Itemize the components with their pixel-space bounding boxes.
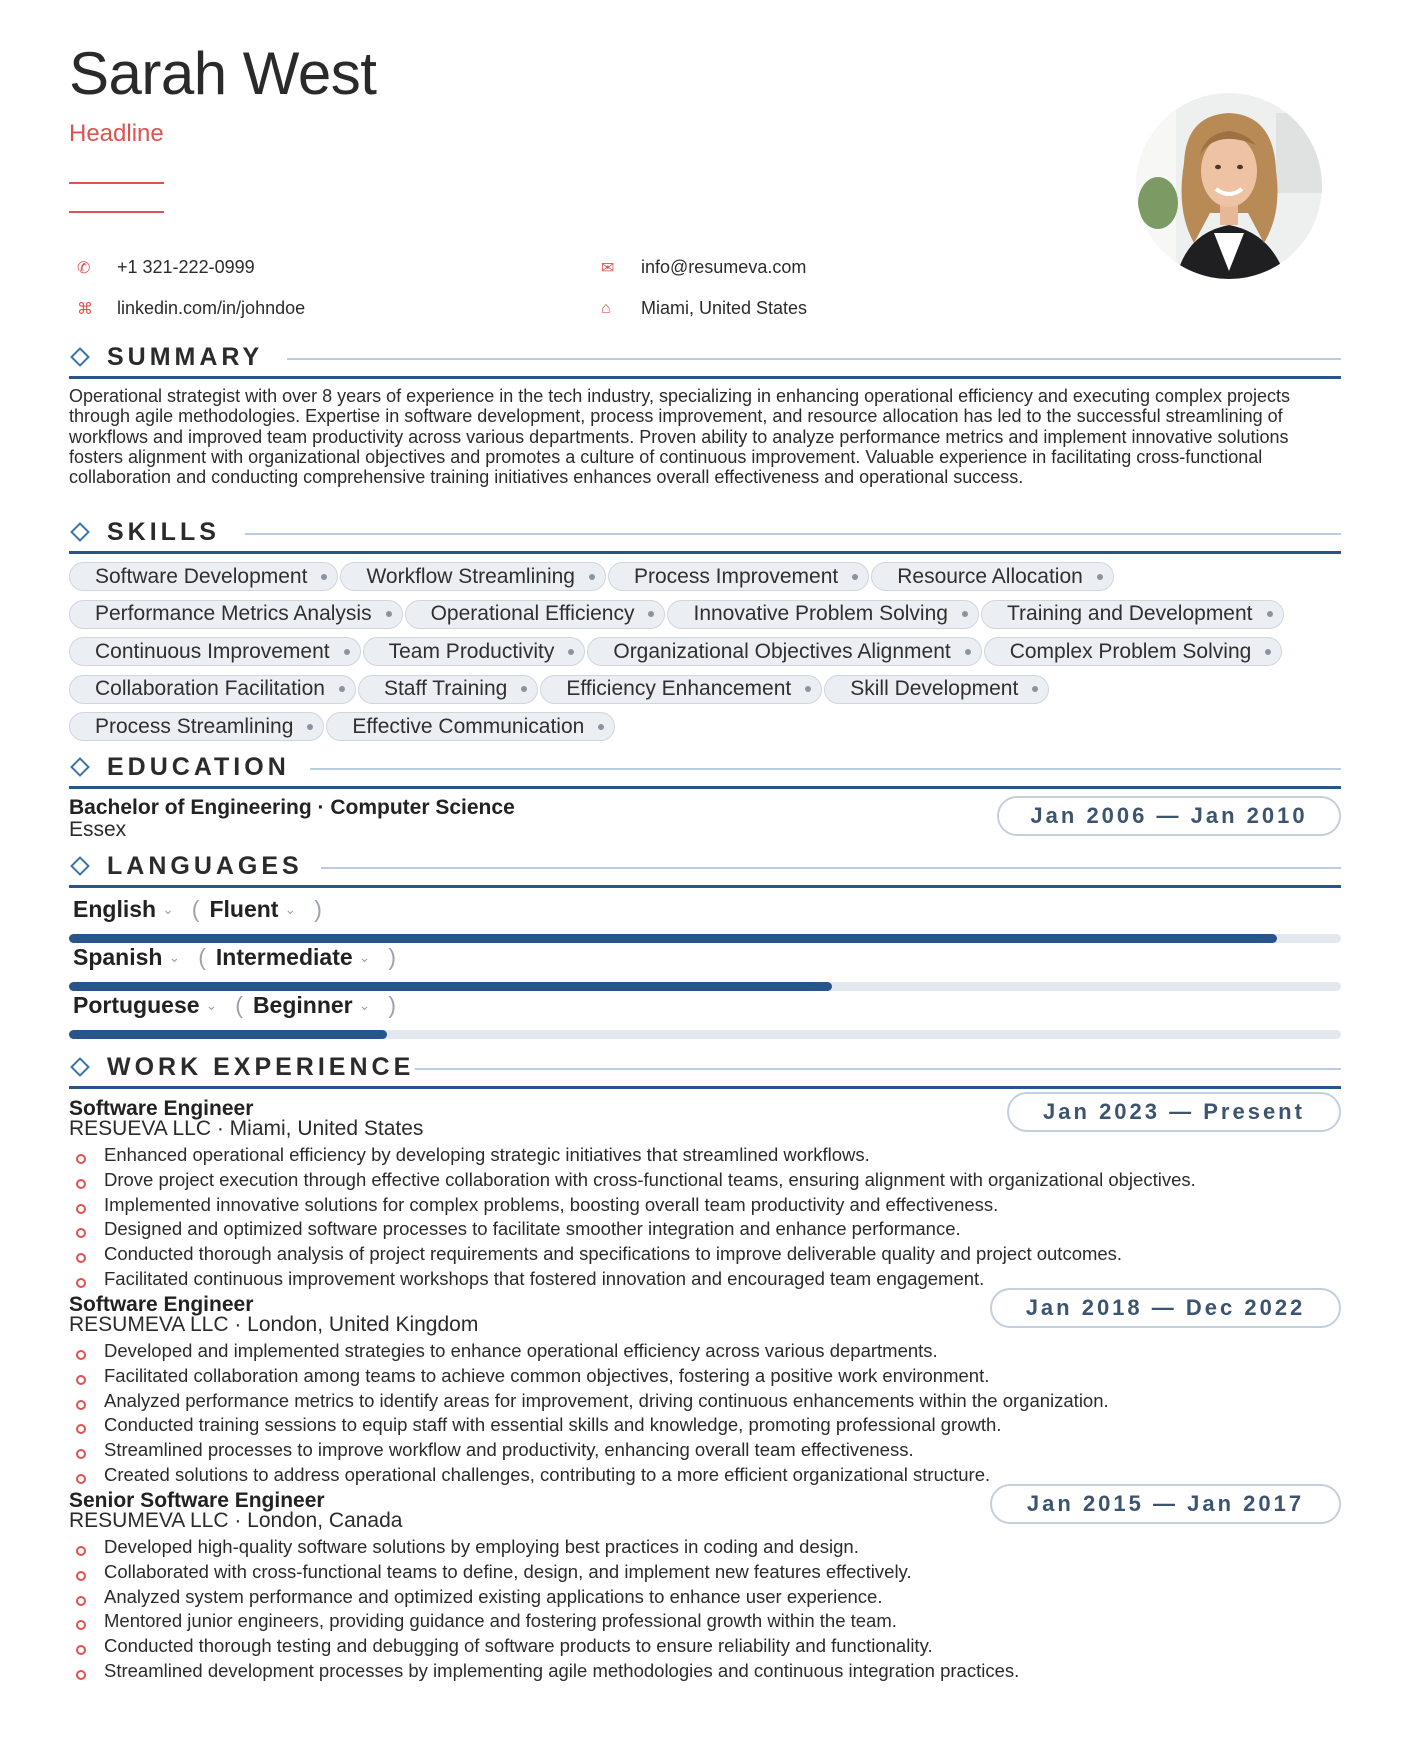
education-degree: Bachelor of Engineering · Computer Science — [69, 796, 515, 819]
job-bullet: Created solutions to address operational challenges, contributing to a more efficient organizational structure. — [69, 1463, 1341, 1488]
skills-list — [69, 562, 1341, 750]
skill-chip[interactable] — [326, 712, 615, 741]
job-bullet: Conducted thorough analysis of project requirements and specifications to improve deliverable quality and project outcomes. — [69, 1242, 1341, 1267]
skill-label: Software Development — [95, 564, 308, 588]
paren-open: ( — [191, 895, 200, 922]
chevron-down-icon[interactable]: ⌄ — [168, 948, 181, 965]
dot-icon — [805, 686, 811, 692]
proficiency-track — [69, 1030, 1341, 1039]
skill-chip[interactable] — [363, 637, 586, 666]
dot-icon — [344, 649, 350, 655]
headline-divider — [69, 182, 164, 184]
language-level[interactable]: Intermediate — [215, 943, 353, 970]
job-dates: Jan 2023 — Present — [1007, 1092, 1341, 1132]
language-name[interactable]: Spanish — [73, 943, 163, 970]
job-dates: Jan 2018 — Dec 2022 — [990, 1288, 1341, 1328]
skill-label: Innovative Problem Solving — [693, 602, 948, 625]
dot-icon — [1097, 574, 1103, 580]
job-title: Software Engineer — [69, 1293, 254, 1316]
language-level[interactable]: Beginner — [252, 991, 353, 1018]
mail-icon: ✉ — [601, 259, 615, 277]
skill-row — [69, 675, 1341, 713]
diamond-icon — [70, 522, 90, 542]
language-item — [69, 894, 1341, 924]
skill-chip[interactable] — [824, 675, 1049, 704]
skill-label: Organizational Objectives Alignment — [613, 639, 951, 663]
chevron-down-icon[interactable]: ⌄ — [205, 996, 218, 1013]
dot-icon — [1265, 649, 1271, 655]
contact-phone — [69, 257, 255, 278]
dot-icon — [598, 724, 604, 730]
section-title: EDUCATION — [107, 753, 290, 781]
job-company: RESUEVA LLC · Miami, United States — [69, 1117, 424, 1140]
job-bullet: Implemented innovative solutions for complex problems, boosting overall team productivity and effectiveness. — [69, 1193, 1341, 1218]
skill-chip[interactable] — [69, 562, 338, 591]
languages-section-header — [69, 848, 1341, 888]
language-label — [69, 894, 1341, 924]
education-section-header — [69, 749, 1341, 789]
skill-chip[interactable] — [871, 562, 1114, 591]
contact-email — [593, 257, 806, 278]
skill-label: Skill Development — [850, 677, 1019, 700]
job-bullet: Conducted training sessions to equip staff with essential skills and knowledge, promoting professional growth. — [69, 1413, 1341, 1438]
job-title: Senior Software Engineer — [69, 1489, 325, 1512]
skill-chip[interactable] — [984, 637, 1283, 666]
section-underline — [69, 885, 1341, 888]
section-underline — [69, 786, 1341, 789]
dot-icon — [965, 649, 971, 655]
dot-icon — [568, 649, 574, 655]
job-bullet: Streamlined processes to improve workflow and productivity, enhancing overall team effectiveness. — [69, 1438, 1341, 1463]
paren-close: ) — [314, 895, 322, 922]
dot-icon — [386, 611, 392, 617]
summary-section-header — [69, 339, 1341, 379]
paren-open: ( — [235, 991, 243, 1018]
chevron-down-icon[interactable]: ⌄ — [162, 900, 174, 917]
chevron-down-icon[interactable]: ⌄ — [358, 996, 371, 1013]
skill-chip[interactable] — [608, 562, 869, 591]
phone-icon: ✆ — [77, 259, 91, 277]
language-item — [69, 990, 1341, 1020]
education-school: Essex — [69, 818, 127, 841]
section-rule — [287, 358, 1341, 360]
contact-linkedin — [69, 298, 305, 319]
job-bullet: Analyzed system performance and optimized existing applications to enhance user experience. — [69, 1585, 1341, 1610]
section-title: SUMMARY — [107, 343, 264, 371]
headline[interactable]: Headline — [69, 120, 164, 147]
job-bullet: Mentored junior engineers, providing guidance and fostering professional growth within the team. — [69, 1609, 1341, 1634]
job-bullet: Streamlined development processes by implementing agile methodologies and continuous integration practices. — [69, 1659, 1341, 1684]
proficiency-fill — [69, 1030, 387, 1039]
diamond-icon — [70, 1057, 90, 1077]
skills-section-header — [69, 514, 1341, 554]
skill-label: Process Streamlining — [95, 714, 294, 738]
section-title: WORK EXPERIENCE — [107, 1053, 415, 1081]
skill-chip[interactable] — [587, 637, 981, 666]
job-bullet: Facilitated continuous improvement workshops that fostered innovation and encouraged team engagement. — [69, 1267, 1341, 1292]
section-title: SKILLS — [107, 518, 220, 546]
skill-chip[interactable] — [981, 600, 1284, 629]
job-company: RESUMEVA LLC · London, Canada — [69, 1509, 403, 1532]
skill-label: Team Productivity — [388, 639, 555, 663]
dot-icon — [962, 611, 968, 617]
dot-icon — [648, 611, 654, 617]
profile-photo — [1136, 93, 1322, 279]
job-bullets — [69, 1143, 1341, 1292]
skill-row — [69, 562, 1341, 600]
skill-label: Efficiency Enhancement — [566, 677, 792, 700]
home-icon: ⌂ — [601, 299, 611, 317]
location-text: Miami, United States — [641, 298, 808, 318]
skill-chip[interactable] — [340, 562, 606, 591]
skill-label: Workflow Streamlining — [366, 564, 575, 588]
diamond-icon — [70, 347, 90, 367]
language-name[interactable]: Portuguese — [73, 991, 200, 1018]
dot-icon — [339, 686, 345, 692]
section-title: LANGUAGES — [107, 852, 303, 880]
job-bullets — [69, 1339, 1341, 1488]
section-underline — [69, 376, 1341, 379]
paren-open: ( — [198, 943, 206, 970]
job-company: RESUMEVA LLC · London, United Kingdom — [69, 1313, 479, 1336]
contact-location — [593, 298, 807, 319]
headline-divider — [69, 211, 164, 213]
candidate-name: Sarah West — [69, 40, 377, 107]
skill-chip[interactable] — [69, 637, 361, 666]
skill-chip[interactable] — [405, 600, 666, 629]
language-name[interactable]: English — [73, 895, 157, 922]
section-underline — [69, 1086, 1341, 1089]
job-bullet: Analyzed performance metrics to identify areas for improvement, driving continuous enhancements within the organization. — [69, 1389, 1341, 1414]
skill-label: Performance Metrics Analysis — [95, 602, 372, 625]
job-title: Software Engineer — [69, 1097, 254, 1120]
job-bullets — [69, 1535, 1341, 1684]
dot-icon — [589, 574, 595, 580]
email-text[interactable]: info@resumeva.com — [641, 257, 807, 277]
skill-chip[interactable] — [358, 675, 538, 704]
job-bullet: Drove project execution through effective collaboration with cross-functional teams, ensuring alignment with organizational objectives. — [69, 1168, 1341, 1193]
dot-icon — [1267, 611, 1273, 617]
paren-close: ) — [388, 991, 397, 1018]
section-rule — [321, 867, 1341, 869]
job-bullet: Developed high-quality software solutions by employing best practices in coding and design. — [69, 1535, 1341, 1560]
dot-icon — [521, 686, 527, 692]
dot-icon — [321, 574, 327, 580]
section-rule — [245, 533, 1341, 535]
section-rule — [415, 1068, 1341, 1070]
summary-text: Operational strategist with over 8 years of experience in the tech industry, specializing in enhancing operational efficiency and executing complex projects through agile methodologies. Expertise in software development, process improvement, and resource allocation has led to the successful streamlining of workflows and improved team productivity across various departments. Proven ability to analyze performance metrics and implement innovative solutions fosters alignment with organizational objectives and promotes a culture of continuous improvement. Valuable experience in facilitating cross-functional collaboration and conducting comprehensive training initiatives enhances overall effectiveness and operational success. — [69, 386, 1291, 488]
section-rule — [310, 768, 1341, 770]
job-bullet: Collaborated with cross-functional teams to define, design, and implement new features effectively. — [69, 1560, 1341, 1585]
skill-label: Training and Development — [1006, 602, 1253, 625]
diamond-icon — [70, 856, 90, 876]
chevron-down-icon[interactable]: ⌄ — [284, 900, 297, 917]
job-bullet: Enhanced operational efficiency by developing strategic initiatives that streamlined workflows. — [69, 1143, 1341, 1168]
dot-icon — [852, 574, 858, 580]
skill-chip[interactable] — [540, 675, 822, 704]
skill-chip[interactable] — [667, 600, 978, 629]
language-label — [69, 990, 1341, 1020]
skill-label: Process Improvement — [633, 564, 839, 588]
phone-text[interactable]: +1 321-222-0999 — [117, 257, 255, 277]
skill-row — [69, 712, 1341, 750]
dot-icon — [307, 724, 313, 730]
job-bullet: Facilitated collaboration among teams to achieve common objectives, fostering a positive work environment. — [69, 1364, 1341, 1389]
skill-label: Collaboration Facilitation — [95, 677, 325, 700]
skill-label: Continuous Improvement — [95, 639, 330, 663]
skill-row — [69, 637, 1341, 675]
skill-chip[interactable] — [69, 600, 403, 629]
diamond-icon — [70, 757, 90, 777]
work-section-header — [69, 1049, 1341, 1089]
linkedin-text[interactable]: linkedin.com/in/johndoe — [117, 298, 306, 318]
skill-label: Complex Problem Solving — [1009, 639, 1252, 663]
paren-close: ) — [388, 943, 397, 970]
skill-label: Effective Communication — [352, 714, 585, 738]
skill-chip[interactable] — [69, 675, 356, 704]
job-bullet: Designed and optimized software processes to facilitate smoother integration and enhance performance. — [69, 1217, 1341, 1242]
language-label — [69, 942, 1341, 972]
language-level[interactable]: Fluent — [209, 895, 279, 922]
chevron-down-icon[interactable]: ⌄ — [358, 948, 371, 965]
link-icon: ⌘ — [77, 300, 93, 318]
skill-label: Operational Efficiency — [430, 602, 635, 625]
job-bullet: Developed and implemented strategies to enhance operational efficiency across various departments. — [69, 1339, 1341, 1364]
skill-chip[interactable] — [69, 712, 324, 741]
skill-label: Staff Training — [383, 677, 508, 700]
dot-icon — [1032, 686, 1038, 692]
language-item — [69, 942, 1341, 972]
section-underline — [69, 551, 1341, 554]
job-dates: Jan 2015 — Jan 2017 — [990, 1484, 1341, 1524]
job-bullet: Conducted thorough testing and debugging of software products to ensure reliability and functionality. — [69, 1634, 1341, 1659]
skill-label: Resource Allocation — [897, 564, 1083, 588]
education-dates: Jan 2006 — Jan 2010 — [997, 796, 1341, 836]
skill-row — [69, 600, 1341, 638]
